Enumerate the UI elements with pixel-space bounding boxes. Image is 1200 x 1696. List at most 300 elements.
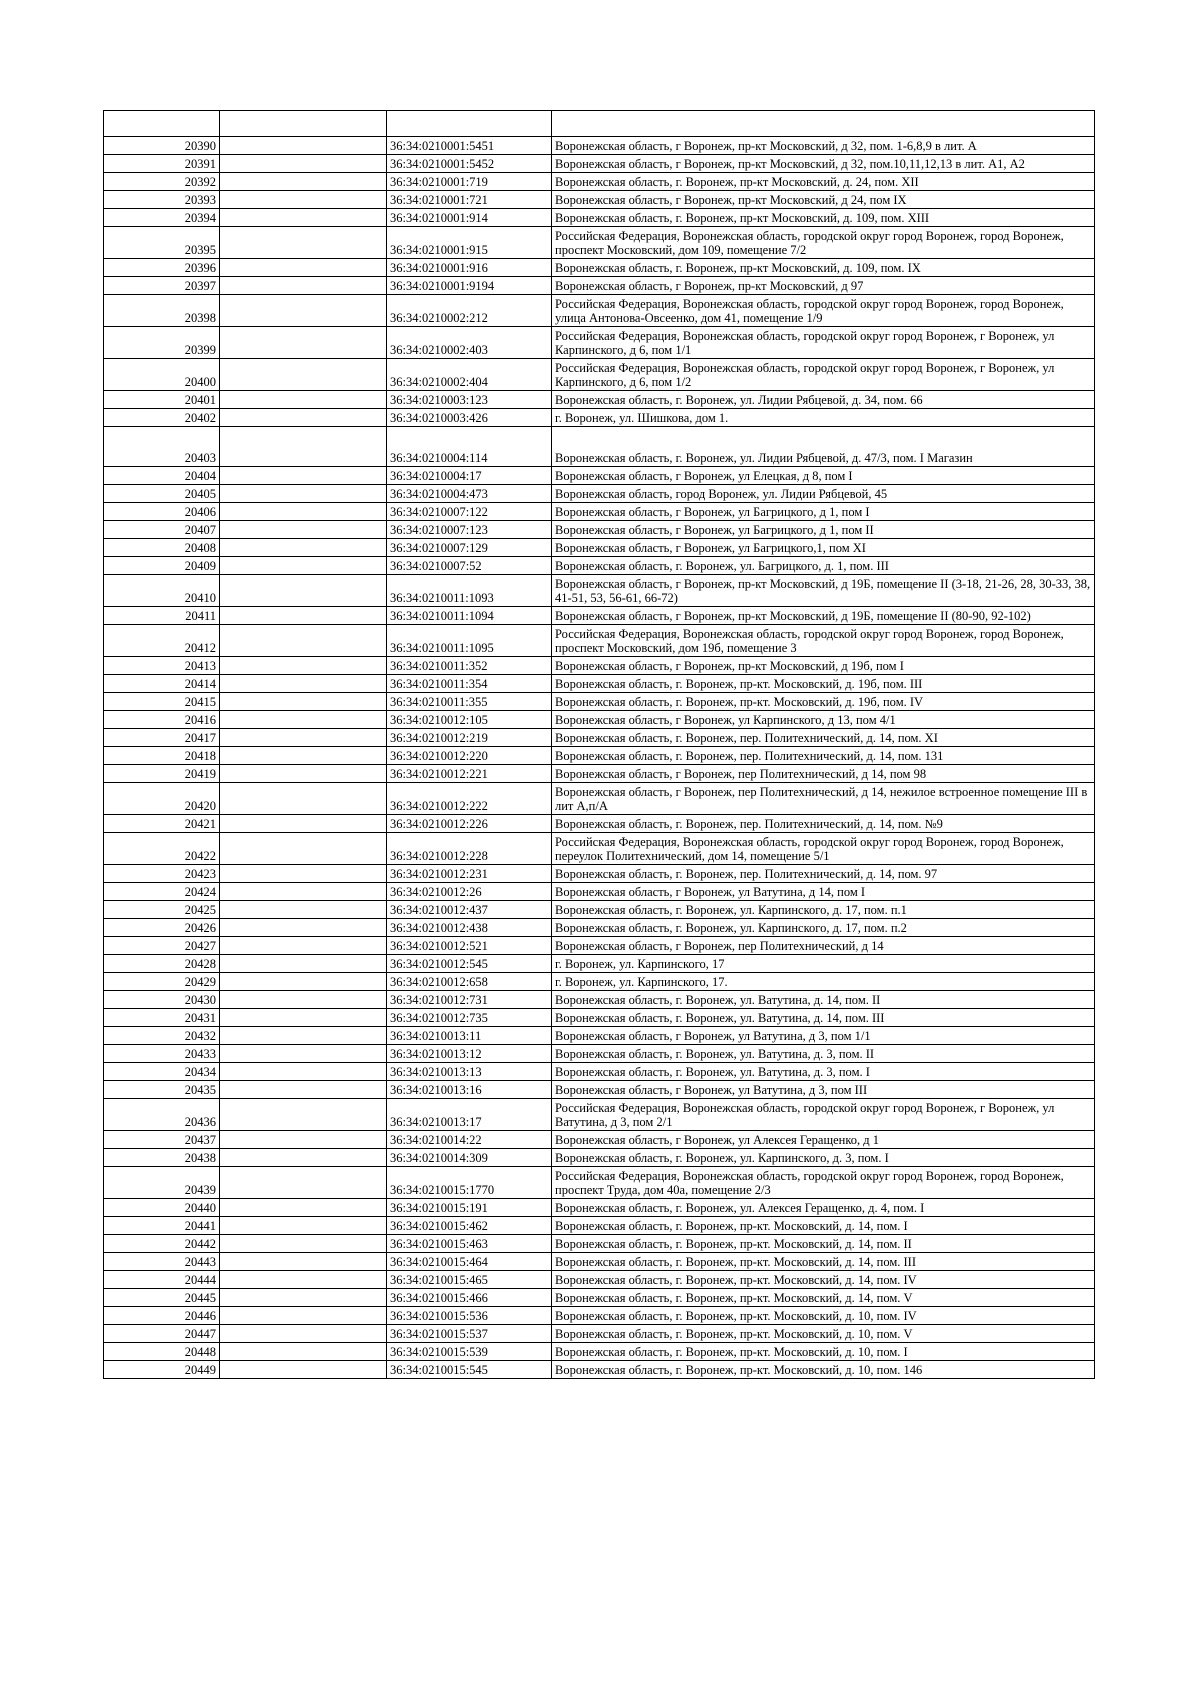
cadastral-number-cell: 36:34:0210007:122 <box>387 503 552 521</box>
address-cell: Воронежская область, г Воронеж, пр-кт Московский, д 19Б, помещение II (80-90, 92-102) <box>552 607 1095 625</box>
empty-cell <box>220 1199 387 1217</box>
address-cell: Воронежская область, г. Воронеж, ул. Ватутина, д. 14, пом. III <box>552 1009 1095 1027</box>
cadastral-number-cell: 36:34:0210001:9194 <box>387 277 552 295</box>
row-number-cell: 20430 <box>104 991 220 1009</box>
table-row <box>104 1235 1095 1253</box>
row-number-cell: 20401 <box>104 391 220 409</box>
empty-cell <box>220 693 387 711</box>
table-row <box>104 765 1095 783</box>
row-number-cell: 20433 <box>104 1045 220 1063</box>
table-row <box>104 1099 1095 1131</box>
row-number-cell: 20400 <box>104 359 220 391</box>
row-number-cell: 20443 <box>104 1253 220 1271</box>
address-cell: Воронежская область, г. Воронеж, ул. Карпинского, д. 3, пом. I <box>552 1149 1095 1167</box>
cadastral-number-cell: 36:34:0210015:539 <box>387 1343 552 1361</box>
table-row <box>104 937 1095 955</box>
address-cell: Российская Федерация, Воронежская область, городской округ город Воронеж, город Воронеж, проспект Труда, дом 40а, помещение 2/3 <box>552 1167 1095 1199</box>
row-number-cell: 20449 <box>104 1361 220 1379</box>
empty-cell <box>220 747 387 765</box>
address-cell: Воронежская область, г Воронеж, ул Багрицкого, д 1, пом I <box>552 503 1095 521</box>
row-number-cell: 20395 <box>104 227 220 259</box>
empty-cell <box>220 1289 387 1307</box>
row-number-cell: 20399 <box>104 327 220 359</box>
empty-cell <box>220 1361 387 1379</box>
empty-cell <box>220 409 387 427</box>
row-number-cell: 20413 <box>104 657 220 675</box>
row-number-cell: 20435 <box>104 1081 220 1099</box>
empty-cell <box>220 1009 387 1027</box>
empty-cell <box>220 155 387 173</box>
cadastral-number-cell: 36:34:0210015:536 <box>387 1307 552 1325</box>
empty-cell <box>220 1343 387 1361</box>
cadastral-number-cell: 36:34:0210012:221 <box>387 765 552 783</box>
row-number-cell: 20396 <box>104 259 220 277</box>
table-row <box>104 521 1095 539</box>
table-row <box>104 155 1095 173</box>
row-number-cell: 20429 <box>104 973 220 991</box>
empty-cell <box>220 137 387 155</box>
row-number-cell: 20440 <box>104 1199 220 1217</box>
row-number-cell: 20427 <box>104 937 220 955</box>
empty-cell <box>220 675 387 693</box>
row-number-cell: 20394 <box>104 209 220 227</box>
cadastral-number-cell: 36:34:0210004:473 <box>387 485 552 503</box>
empty-cell <box>220 485 387 503</box>
row-number-cell: 20404 <box>104 467 220 485</box>
cadastral-number-cell: 36:34:0210014:22 <box>387 1131 552 1149</box>
table-row <box>104 901 1095 919</box>
row-number-cell: 20392 <box>104 173 220 191</box>
address-cell: Воронежская область, г. Воронеж, пер. Политехнический, д. 14, пом. XI <box>552 729 1095 747</box>
row-number-cell: 20410 <box>104 575 220 607</box>
cadastral-number-cell: 36:34:0210013:12 <box>387 1045 552 1063</box>
cadastral-number-cell: 36:34:0210015:462 <box>387 1217 552 1235</box>
address-cell: Воронежская область, г. Воронеж, пр-кт. Московский, д. 19б, пом. III <box>552 675 1095 693</box>
row-number-cell: 20434 <box>104 1063 220 1081</box>
row-number-cell: 20409 <box>104 557 220 575</box>
cadastral-number-cell: 36:34:0210015:463 <box>387 1235 552 1253</box>
table-row <box>104 1361 1095 1379</box>
row-number-cell: 20423 <box>104 865 220 883</box>
row-number-cell: 20391 <box>104 155 220 173</box>
address-cell: Воронежская область, г. Воронеж, ул. Ватутина, д. 14, пом. II <box>552 991 1095 1009</box>
address-cell: Воронежская область, г. Воронеж, пр-кт. Московский, д. 14, пом. IV <box>552 1271 1095 1289</box>
empty-cell <box>220 1307 387 1325</box>
empty-cell <box>220 521 387 539</box>
empty-cell <box>220 1149 387 1167</box>
address-cell: Воронежская область, г Воронеж, пр-кт Московский, д 24, пом IX <box>552 191 1095 209</box>
address-cell: Воронежская область, г Воронеж, ул Елецкая, д 8, пом I <box>552 467 1095 485</box>
row-number-cell: 20420 <box>104 783 220 815</box>
row-number-cell: 20432 <box>104 1027 220 1045</box>
header-cell <box>104 111 220 137</box>
table-header-row <box>104 111 1095 137</box>
empty-cell <box>220 711 387 729</box>
empty-cell <box>220 1045 387 1063</box>
empty-cell <box>220 173 387 191</box>
cadastral-number-cell: 36:34:0210011:355 <box>387 693 552 711</box>
cadastral-number-cell: 36:34:0210015:464 <box>387 1253 552 1271</box>
table-row <box>104 1253 1095 1271</box>
table-row <box>104 295 1095 327</box>
empty-cell <box>220 427 387 467</box>
table-row <box>104 209 1095 227</box>
table-row <box>104 191 1095 209</box>
address-cell: Воронежская область, г Воронеж, пр-кт Московский, д 97 <box>552 277 1095 295</box>
registry-body <box>104 111 1095 1379</box>
cadastral-number-cell: 36:34:0210015:466 <box>387 1289 552 1307</box>
table-row <box>104 485 1095 503</box>
address-cell: Воронежская область, г. Воронеж, пр-кт. Московский, д. 10, пом. IV <box>552 1307 1095 1325</box>
address-cell: Воронежская область, г Воронеж, ул Багрицкого,1, пом XI <box>552 539 1095 557</box>
header-cell <box>552 111 1095 137</box>
cadastral-number-cell: 36:34:0210012:437 <box>387 901 552 919</box>
table-row <box>104 359 1095 391</box>
row-number-cell: 20416 <box>104 711 220 729</box>
table-row <box>104 1325 1095 1343</box>
empty-cell <box>220 1253 387 1271</box>
empty-cell <box>220 295 387 327</box>
empty-cell <box>220 1167 387 1199</box>
address-cell: Воронежская область, г Воронеж, пер Политехнический, д 14, нежилое встроенное помещение III в лит А,п/А <box>552 783 1095 815</box>
row-number-cell: 20414 <box>104 675 220 693</box>
empty-cell <box>220 955 387 973</box>
table-row <box>104 1167 1095 1199</box>
address-cell: Воронежская область, г. Воронеж, ул. Багрицкого, д. 1, пом. III <box>552 557 1095 575</box>
table-row <box>104 1027 1095 1045</box>
address-cell: Воронежская область, г Воронеж, пр-кт Московский, д 19б, пом I <box>552 657 1095 675</box>
cadastral-number-cell: 36:34:0210012:545 <box>387 955 552 973</box>
empty-cell <box>220 815 387 833</box>
empty-cell <box>220 729 387 747</box>
row-number-cell: 20426 <box>104 919 220 937</box>
row-number-cell: 20446 <box>104 1307 220 1325</box>
row-number-cell: 20424 <box>104 883 220 901</box>
table-row <box>104 1343 1095 1361</box>
table-row <box>104 955 1095 973</box>
cadastral-number-cell: 36:34:0210012:658 <box>387 973 552 991</box>
empty-cell <box>220 277 387 295</box>
empty-cell <box>220 259 387 277</box>
row-number-cell: 20437 <box>104 1131 220 1149</box>
row-number-cell: 20403 <box>104 427 220 467</box>
row-number-cell: 20447 <box>104 1325 220 1343</box>
empty-cell <box>220 865 387 883</box>
row-number-cell: 20393 <box>104 191 220 209</box>
empty-cell <box>220 625 387 657</box>
address-cell: Воронежская область, г. Воронеж, ул. Ватутина, д. 3, пом. I <box>552 1063 1095 1081</box>
row-number-cell: 20425 <box>104 901 220 919</box>
empty-cell <box>220 227 387 259</box>
row-number-cell: 20445 <box>104 1289 220 1307</box>
cadastral-number-cell: 36:34:0210012:220 <box>387 747 552 765</box>
address-cell: Российская Федерация, Воронежская область, городской округ город Воронеж, г Воронеж, ул Карпинского, д 6, пом 1/2 <box>552 359 1095 391</box>
table-row <box>104 783 1095 815</box>
empty-cell <box>220 557 387 575</box>
row-number-cell: 20441 <box>104 1217 220 1235</box>
address-cell: Воронежская область, г. Воронеж, пр-кт Московский, д. 109, пом. XIII <box>552 209 1095 227</box>
address-cell: Воронежская область, г. Воронеж, ул. Алексея Геращенко, д. 4, пом. I <box>552 1199 1095 1217</box>
row-number-cell: 20407 <box>104 521 220 539</box>
cadastral-number-cell: 36:34:0210015:191 <box>387 1199 552 1217</box>
address-cell: Воронежская область, г. Воронеж, пр-кт. Московский, д. 14, пом. II <box>552 1235 1095 1253</box>
table-row <box>104 607 1095 625</box>
row-number-cell: 20418 <box>104 747 220 765</box>
empty-cell <box>220 1131 387 1149</box>
header-cell <box>220 111 387 137</box>
empty-cell <box>220 1325 387 1343</box>
empty-cell <box>220 327 387 359</box>
row-number-cell: 20436 <box>104 1099 220 1131</box>
cadastral-number-cell: 36:34:0210015:465 <box>387 1271 552 1289</box>
cadastral-number-cell: 36:34:0210001:5451 <box>387 137 552 155</box>
row-number-cell: 20415 <box>104 693 220 711</box>
address-cell: Воронежская область, г. Воронеж, пр-кт. Московский, д. 14, пом. V <box>552 1289 1095 1307</box>
table-row <box>104 1009 1095 1027</box>
empty-cell <box>220 901 387 919</box>
empty-cell <box>220 359 387 391</box>
cadastral-number-cell: 36:34:0210004:17 <box>387 467 552 485</box>
empty-cell <box>220 467 387 485</box>
table-row <box>104 865 1095 883</box>
address-cell: Воронежская область, г. Воронеж, пер. Политехнический, д. 14, пом. 131 <box>552 747 1095 765</box>
row-number-cell: 20405 <box>104 485 220 503</box>
cadastral-number-cell: 36:34:0210012:438 <box>387 919 552 937</box>
empty-cell <box>220 1099 387 1131</box>
address-cell: Воронежская область, г. Воронеж, ул. Лидии Рябцевой, д. 34, пом. 66 <box>552 391 1095 409</box>
cadastral-number-cell: 36:34:0210001:916 <box>387 259 552 277</box>
cadastral-number-cell: 36:34:0210013:17 <box>387 1099 552 1131</box>
empty-cell <box>220 833 387 865</box>
cadastral-number-cell: 36:34:0210007:52 <box>387 557 552 575</box>
address-cell: Российская Федерация, Воронежская область, городской округ город Воронеж, город Воронеж, проспект Московский, дом 19б, помещение 3 <box>552 625 1095 657</box>
table-row <box>104 327 1095 359</box>
empty-cell <box>220 607 387 625</box>
table-row <box>104 883 1095 901</box>
cadastral-number-cell: 36:34:0210007:129 <box>387 539 552 557</box>
row-number-cell: 20442 <box>104 1235 220 1253</box>
empty-cell <box>220 209 387 227</box>
table-row <box>104 815 1095 833</box>
address-cell: Российская Федерация, Воронежская область, городской округ город Воронеж, город Воронеж, переулок Политехнический, дом 14, помещение 5/1 <box>552 833 1095 865</box>
row-number-cell: 20412 <box>104 625 220 657</box>
table-row <box>104 539 1095 557</box>
table-row <box>104 1063 1095 1081</box>
address-cell: Воронежская область, г. Воронеж, пр-кт Московский, д. 24, пом. XII <box>552 173 1095 191</box>
address-cell: Воронежская область, г. Воронеж, ул. Карпинского, д. 17, пом. п.1 <box>552 901 1095 919</box>
cadastral-number-cell: 36:34:0210013:11 <box>387 1027 552 1045</box>
cadastral-number-cell: 36:34:0210002:404 <box>387 359 552 391</box>
row-number-cell: 20406 <box>104 503 220 521</box>
address-cell: Воронежская область, г. Воронеж, пер. Политехнический, д. 14, пом. 97 <box>552 865 1095 883</box>
empty-cell <box>220 539 387 557</box>
empty-cell <box>220 783 387 815</box>
address-cell: г. Воронеж, ул. Карпинского, 17. <box>552 973 1095 991</box>
cadastral-number-cell: 36:34:0210011:354 <box>387 675 552 693</box>
empty-cell <box>220 937 387 955</box>
empty-cell <box>220 391 387 409</box>
table-row <box>104 503 1095 521</box>
address-cell: Воронежская область, г Воронеж, ул Алексея Геращенко, д 1 <box>552 1131 1095 1149</box>
table-row <box>104 173 1095 191</box>
address-cell: Воронежская область, г Воронеж, пер Политехнический, д 14, пом 98 <box>552 765 1095 783</box>
cadastral-number-cell: 36:34:0210001:721 <box>387 191 552 209</box>
cadastral-number-cell: 36:34:0210002:403 <box>387 327 552 359</box>
property-registry-table <box>103 110 1095 1379</box>
cadastral-number-cell: 36:34:0210003:123 <box>387 391 552 409</box>
cadastral-number-cell: 36:34:0210011:1093 <box>387 575 552 607</box>
table-row <box>104 1131 1095 1149</box>
row-number-cell: 20419 <box>104 765 220 783</box>
address-cell: Воронежская область, г. Воронеж, пр-кт. Московский, д. 10, пом. V <box>552 1325 1095 1343</box>
address-cell: Воронежская область, г. Воронеж, ул. Карпинского, д. 17, пом. п.2 <box>552 919 1095 937</box>
address-cell: Воронежская область, город Воронеж, ул. Лидии Рябцевой, 45 <box>552 485 1095 503</box>
cadastral-number-cell: 36:34:0210013:16 <box>387 1081 552 1099</box>
cadastral-number-cell: 36:34:0210001:915 <box>387 227 552 259</box>
empty-cell <box>220 919 387 937</box>
table-row <box>104 427 1095 467</box>
empty-cell <box>220 1271 387 1289</box>
row-number-cell: 20398 <box>104 295 220 327</box>
empty-cell <box>220 765 387 783</box>
table-row <box>104 833 1095 865</box>
address-cell: Воронежская область, г Воронеж, пр-кт Московский, д 32, пом.10,11,12,13 в лит. А1, А2 <box>552 155 1095 173</box>
address-cell: Российская Федерация, Воронежская область, городской округ город Воронеж, город Воронеж, проспект Московский, дом 109, помещение 7/2 <box>552 227 1095 259</box>
table-row <box>104 1217 1095 1235</box>
cadastral-number-cell: 36:34:0210011:1094 <box>387 607 552 625</box>
address-cell: Российская Федерация, Воронежская область, городской округ город Воронеж, г Воронеж, ул Ватутина, д 3, пом 2/1 <box>552 1099 1095 1131</box>
address-cell: Воронежская область, г. Воронеж, пр-кт Московский, д. 109, пом. IX <box>552 259 1095 277</box>
address-cell: Российская Федерация, Воронежская область, городской округ город Воронеж, г Воронеж, ул Карпинского, д 6, пом 1/1 <box>552 327 1095 359</box>
table-row <box>104 711 1095 729</box>
address-cell: Воронежская область, г Воронеж, ул Ватутина, д 3, пом III <box>552 1081 1095 1099</box>
table-row <box>104 1307 1095 1325</box>
address-cell: Воронежская область, г. Воронеж, ул. Ватутина, д. 3, пом. II <box>552 1045 1095 1063</box>
cadastral-number-cell: 36:34:0210012:231 <box>387 865 552 883</box>
table-row <box>104 919 1095 937</box>
table-row <box>104 973 1095 991</box>
empty-cell <box>220 503 387 521</box>
table-row <box>104 277 1095 295</box>
cadastral-number-cell: 36:34:0210012:105 <box>387 711 552 729</box>
row-number-cell: 20422 <box>104 833 220 865</box>
address-cell: Воронежская область, г Воронеж, ул Багрицкого, д 1, пом II <box>552 521 1095 539</box>
address-cell: Воронежская область, г. Воронеж, пр-кт. Московский, д. 14, пом. III <box>552 1253 1095 1271</box>
cadastral-number-cell: 36:34:0210012:219 <box>387 729 552 747</box>
address-cell: Российская Федерация, Воронежская область, городской округ город Воронеж, город Воронеж, улица Антонова-Овсеенко, дом 41, помещение 1/9 <box>552 295 1095 327</box>
cadastral-number-cell: 36:34:0210012:26 <box>387 883 552 901</box>
cadastral-number-cell: 36:34:0210015:1770 <box>387 1167 552 1199</box>
table-row <box>104 657 1095 675</box>
empty-cell <box>220 575 387 607</box>
cadastral-number-cell: 36:34:0210001:719 <box>387 173 552 191</box>
row-number-cell: 20411 <box>104 607 220 625</box>
table-row <box>104 693 1095 711</box>
cadastral-number-cell: 36:34:0210001:914 <box>387 209 552 227</box>
address-cell: г. Воронеж, ул. Карпинского, 17 <box>552 955 1095 973</box>
address-cell: Воронежская область, г. Воронеж, пр-кт. Московский, д. 10, пом. I <box>552 1343 1095 1361</box>
address-cell: Воронежская область, г Воронеж, пр-кт Московский, д 19Б, помещение II (3-18, 21-26, 28, 30-33, 38, 41-51, 53, 56-61, 66-72) <box>552 575 1095 607</box>
table-row <box>104 1149 1095 1167</box>
cadastral-number-cell: 36:34:0210012:521 <box>387 937 552 955</box>
cadastral-number-cell: 36:34:0210012:226 <box>387 815 552 833</box>
cadastral-number-cell: 36:34:0210012:222 <box>387 783 552 815</box>
cadastral-number-cell: 36:34:0210015:537 <box>387 1325 552 1343</box>
empty-cell <box>220 883 387 901</box>
cadastral-number-cell: 36:34:0210013:13 <box>387 1063 552 1081</box>
table-row <box>104 575 1095 607</box>
table-row <box>104 409 1095 427</box>
table-row <box>104 391 1095 409</box>
address-cell: г. Воронеж, ул. Шишкова, дом 1. <box>552 409 1095 427</box>
row-number-cell: 20408 <box>104 539 220 557</box>
cadastral-number-cell: 36:34:0210007:123 <box>387 521 552 539</box>
table-row <box>104 729 1095 747</box>
row-number-cell: 20402 <box>104 409 220 427</box>
table-row <box>104 137 1095 155</box>
table-row <box>104 557 1095 575</box>
row-number-cell: 20417 <box>104 729 220 747</box>
cadastral-number-cell: 36:34:0210011:1095 <box>387 625 552 657</box>
row-number-cell: 20390 <box>104 137 220 155</box>
row-number-cell: 20444 <box>104 1271 220 1289</box>
row-number-cell: 20439 <box>104 1167 220 1199</box>
cadastral-number-cell: 36:34:0210012:735 <box>387 1009 552 1027</box>
row-number-cell: 20428 <box>104 955 220 973</box>
table-row <box>104 1199 1095 1217</box>
cadastral-number-cell: 36:34:0210003:426 <box>387 409 552 427</box>
table-row <box>104 227 1095 259</box>
empty-cell <box>220 1081 387 1099</box>
row-number-cell: 20448 <box>104 1343 220 1361</box>
address-cell: Воронежская область, г Воронеж, ул Ватутина, д 14, пом I <box>552 883 1095 901</box>
address-cell: Воронежская область, г Воронеж, ул Ватутина, д 3, пом 1/1 <box>552 1027 1095 1045</box>
cadastral-number-cell: 36:34:0210004:114 <box>387 427 552 467</box>
row-number-cell: 20421 <box>104 815 220 833</box>
cadastral-number-cell: 36:34:0210012:228 <box>387 833 552 865</box>
row-number-cell: 20431 <box>104 1009 220 1027</box>
empty-cell <box>220 1235 387 1253</box>
table-row <box>104 747 1095 765</box>
address-cell: Воронежская область, г Воронеж, пр-кт Московский, д 32, пом. 1-6,8,9 в лит. А <box>552 137 1095 155</box>
address-cell: Воронежская область, г. Воронеж, пр-кт. Московский, д. 14, пом. I <box>552 1217 1095 1235</box>
table-row <box>104 1289 1095 1307</box>
empty-cell <box>220 973 387 991</box>
table-row <box>104 1081 1095 1099</box>
empty-cell <box>220 191 387 209</box>
empty-cell <box>220 991 387 1009</box>
header-cell <box>387 111 552 137</box>
address-cell: Воронежская область, г. Воронеж, ул. Лидии Рябцевой, д. 47/3, пом. I Магазин <box>552 427 1095 467</box>
address-cell: Воронежская область, г Воронеж, ул Карпинского, д 13, пом 4/1 <box>552 711 1095 729</box>
table-row <box>104 467 1095 485</box>
table-row <box>104 1271 1095 1289</box>
table-row <box>104 259 1095 277</box>
row-number-cell: 20438 <box>104 1149 220 1167</box>
row-number-cell: 20397 <box>104 277 220 295</box>
cadastral-number-cell: 36:34:0210014:309 <box>387 1149 552 1167</box>
table-row <box>104 625 1095 657</box>
empty-cell <box>220 1063 387 1081</box>
empty-cell <box>220 1027 387 1045</box>
cadastral-number-cell: 36:34:0210001:5452 <box>387 155 552 173</box>
address-cell: Воронежская область, г. Воронеж, пер. Политехнический, д. 14, пом. №9 <box>552 815 1095 833</box>
cadastral-number-cell: 36:34:0210011:352 <box>387 657 552 675</box>
table-row <box>104 675 1095 693</box>
address-cell: Воронежская область, г Воронеж, пер Политехнический, д 14 <box>552 937 1095 955</box>
table-row <box>104 991 1095 1009</box>
cadastral-number-cell: 36:34:0210015:545 <box>387 1361 552 1379</box>
